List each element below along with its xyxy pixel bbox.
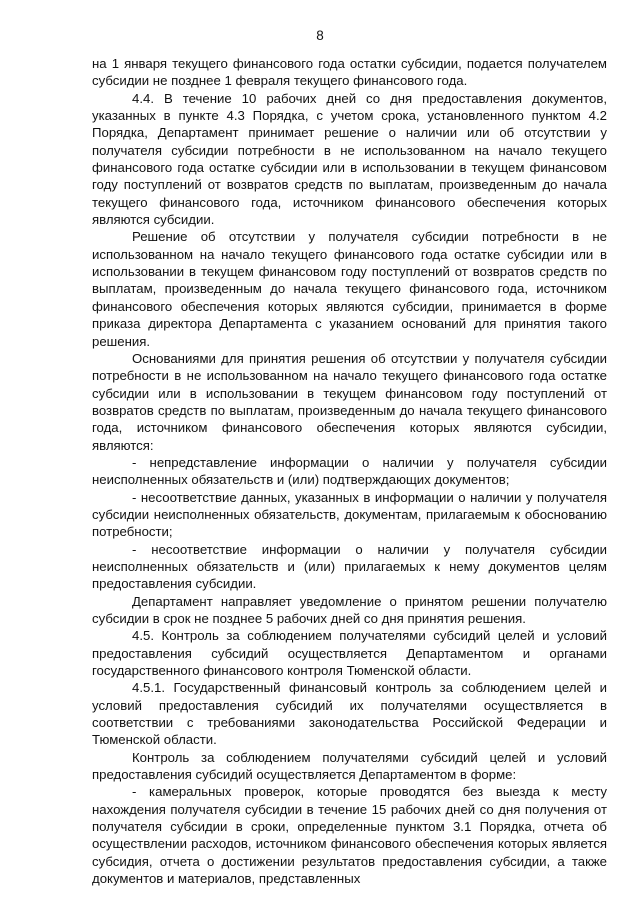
document-body bbox=[92, 55, 607, 888]
paragraph: 4.5. Контроль за соблюдением получателями субсидий целей и условий предоставления субсидий осуществляется Департаментом и органами государственного финансового контроля Тюменской области. bbox=[92, 628, 607, 679]
paragraph: Решение об отсутствии у получателя субсидии потребности в не использованном на начало текущего финансового года остатке субсидии или в использовании в текущем финансовом году поступлений от возвратов средств по выплатам, произведенным до начала текущего финансового года, источником финансового обеспечения которых являются субсидии, принимается в форме приказа директора Департамента с указанием оснований для принятия такого решения. bbox=[92, 229, 607, 349]
paragraph: Департамент направляет уведомление о принятом решении получателю субсидии в срок не позднее 5 рабочих дней со дня принятия решения. bbox=[92, 593, 607, 626]
paragraph: Основаниями для принятия решения об отсутствии у получателя субсидии потребности в не использованном на начало текущего финансового года остатке субсидии или в использовании в текущем финансовом году поступлений от возвратов средств по выплатам, произведенным до начала текущего финансового года, источником финансового обеспечения которых являются субсидии, являются: bbox=[92, 350, 607, 453]
paragraph: - несоответствие данных, указанных в информации о наличии у получателя субсидии неисполненных обязательств, документам, прилагаемым к обоснованию потребности; bbox=[92, 489, 607, 540]
paragraph: Контроль за соблюдением получателями субсидий целей и условий предоставления субсидий осуществляется Департаментом в форме: bbox=[92, 749, 607, 783]
page-number: 8 bbox=[316, 28, 324, 43]
paragraph: 4.5.1. Государственный финансовый контроль за соблюдением целей и условий предоставления субсидий их получателями осуществляется в соответствии с требованиями законодательства Российской Федерации и Тюменской области. bbox=[92, 680, 607, 748]
paragraph: - камеральных проверок, которые проводятся без выезда к месту нахождения получателя субсидии в течение 15 рабочих дней со дня получения от получателя субсидии в сроки, определенные пунктом 3.1 Порядка, отчета об осуществлении расходов, источником финансового обеспечения которых является субсидия, отчета о достижении результатов предоставления субсидии, а также документов и материалов, представленных bbox=[92, 784, 607, 887]
paragraph: 4.4. В течение 10 рабочих дней со дня предоставления документов, указанных в пункте 4.3 Порядка, с учетом срока, установленного пунктом 4.2 Порядка, Департамент принимает решение о наличии или об отсутствии у получателя субсидии потребности в не использованном на начало текущего финансового года остатке субсидии или в использовании в текущем финансовом году поступлений от возвратов средств по выплатам, произведенным до начала текущего финансового года, источником финансового обеспечения которых являются субсидии. bbox=[92, 90, 607, 228]
paragraph: на 1 января текущего финансового года остатки субсидии, подается получателем субсидии не позднее 1 февраля текущего финансового года. bbox=[92, 56, 607, 89]
paragraph: - несоответствие информации о наличии у получателя субсидии неисполненных обязательств и (или) прилагаемых к нему документов целям предоставления субсидии. bbox=[92, 541, 607, 592]
paragraph: - непредставление информации о наличии у получателя субсидии неисполненных обязательств и (или) подтверждающих документов; bbox=[92, 454, 607, 488]
